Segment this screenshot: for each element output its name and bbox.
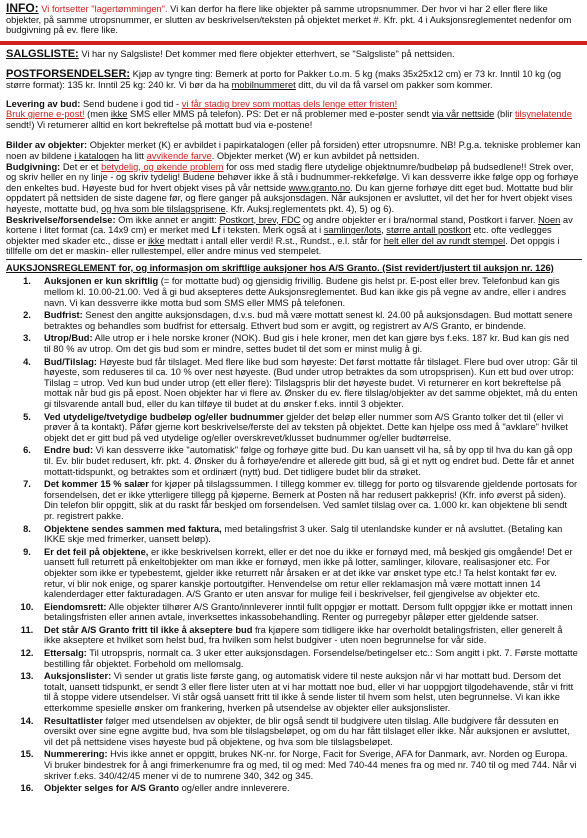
reglement-item-lead: Objektene sendes sammen med faktura,	[44, 523, 222, 534]
budgivning-text-c: . Du kan gjerne forhøye ditt eget bud. Mottatte bud blir oppdatert på nettsiden de siste dagene før, og flere ganger på auksjonsdagen. Når auksjonen er avsluttet, vil det her for hvert objekt vises høyeste, mottatte bud,	[6, 182, 573, 214]
budgivning-website-link[interactable]: www.granto.no	[288, 182, 351, 193]
reglement-item-number: 15.	[20, 749, 34, 760]
reglement-item-text	[44, 524, 582, 545]
budgivning-text-a: Det er et	[60, 161, 102, 172]
beskrivelse-paragraph	[6, 215, 582, 257]
reglement-item-number: 7.	[23, 479, 31, 490]
levering-heading: Levering av bud:	[6, 98, 81, 109]
reglement-item-lead: Ettersalg:	[44, 648, 87, 659]
budgivning-tilslagspriser: og hva som ble tilslagsprisene	[101, 203, 226, 214]
beskrivelse-u4: større antall postkort	[386, 225, 472, 236]
reglement-item-text	[44, 445, 582, 477]
info-text: Vi kan derfor ha flere like objekter på samme utropsnummer. Der hvor vi har 2 eller flere like objekter, på samme utropsnummer, er slutten av beskrivelsen/teksten på objektet merket #. Kfr. pkt. 4 i Auksjonsreglementet nedenfor om budgivning på ev. flere like.	[6, 4, 572, 36]
reglement-item-number: 5.	[23, 411, 31, 422]
reglement-list	[6, 276, 582, 793]
reglement-item-text	[44, 671, 582, 713]
reglement-item-number: 9.	[23, 546, 31, 557]
reglement-item-text	[44, 602, 582, 623]
reglement-item-text	[44, 333, 582, 354]
reglement-item-lead: Ved utydelige/tvetydige budbeløp og/eller budnummer	[44, 411, 284, 422]
reglement-item-lead: Endre bud:	[44, 445, 94, 456]
reglement-item-body: og/eller andre innleverere.	[179, 783, 290, 794]
reglement-item-body: Senest den angitte auksjonsdagen, d.v.s. bud må være mottatt senest kl. 24.00 på auksjonsdagen. Bud mottatt senere betraktes og behandles som budfrist for ettersalg. Ethvert bud som er avgitt, og registrert av A/S Granto, er bindende.	[44, 310, 573, 331]
reglement-item-number: 10.	[20, 601, 34, 612]
levering-text-a: Send budene i god tid -	[80, 98, 182, 109]
reglement-item-body: følger med utsendelsen av objekter, de blir også sendt til budgivere uten tilslag. Alle budgivere får dessuten en oversikt over sine egne avgitte bud, hva som ble tilslagsbeløpet, og om du har fått tilslaget eller ikke. Når auksjonen er avsluttet, vil det på nettsidene vises høyeste bud på objektene, og hva som ble tilslagsbeløpet.	[44, 715, 570, 747]
reglement-item-body: med betalingsfrist 3 uker. Salg til utenlandske kunder er nå avsluttet. (Betaling kan IKKE skje med frimerker, uansett beløp).	[44, 523, 563, 545]
reglement-item-lead: Bud/Tilslag:	[44, 356, 98, 367]
reglement-item-number: 11.	[20, 624, 34, 635]
beskrivelse-text-g: medtatt i antall eller verdi! R.st., Rundst., e.l. står for	[164, 235, 384, 246]
reglement-item-body: Høyeste bud får tilslaget. Med flere like bud som høyeste: Det først mottatte får tilslaget. Flere bud over utrop: Går til høyeste, som reduseres til ca. 10 % over nest høyeste. (Bud under utrop betraktes da som utropsprisen). Kun ett bud over utrop: Tilslag = utrop. Ved kun bud under utrop (ett eller flere): Tilslagspris blir det høyeste budet. Vi returnerer en kort bekreftelse på mottak når bud gis på epost. Noen objekter har vi flere av. Ønsker du ev. flere tilslag/objekter av det samme objektet, må du enten gi tilsvarende antall bud, eller du kan tilføye til budet at du ønsker f.eks. inntil 3 objekter.	[44, 356, 578, 409]
reglement-item-lead: Utrop/Bud:	[44, 333, 93, 344]
reglement-item	[6, 333, 582, 354]
reglement-item-number: 6.	[23, 445, 31, 456]
reglement-item	[6, 602, 582, 623]
reglement-item-text	[44, 412, 582, 444]
beskrivelse-u3: samlinger/lots	[323, 225, 382, 236]
reglement-subtitle: for, og informasjon om skriftlige auksjoner hos A/S Granto. (Sist revidert/justert til auksjon nr. 126)	[116, 262, 554, 273]
reglement-item	[6, 479, 582, 521]
salgsliste-text: Vi har ny Salgsliste! Det kommer med flere objekter etterhvert, se "Salgsliste" på nettsiden.	[78, 48, 455, 59]
reglement-item	[6, 276, 582, 308]
budgivning-paragraph	[6, 162, 582, 215]
postforsendelser-mobil-link: mobilnummeret	[231, 79, 296, 90]
budgivning-heading: Budgivning:	[6, 161, 61, 172]
reglement-item-lead: Det står A/S Granto fritt til ikke å akseptere bud	[44, 624, 253, 635]
reglement-item-text	[44, 479, 582, 521]
reglement-title	[6, 263, 582, 274]
reglement-item-body: (= for mottatte bud) og gjensidig frivillig. Budene gis helst pr. E-post eller brev. Telefonbud kan gis mellom kl. 10.00-21.00. Ved å gi bud aksepteres dette Auksjonsreglementet. Bud kan ikke gis på vegne av andre, eller i andres navn. Vi kan dessverre ikke motta bud som SMS eller MMS på telefonen.	[44, 276, 566, 308]
levering-paragraph	[6, 99, 582, 131]
reglement-item-body: Vi kan dessverre ikke "automatisk" følge og forhøye gitte bud. Du kan uansett vil ha, så by opp til hva du kan gå opp til. Ev. blir budet redusert, kfr. pkt. 4. Ønsker du å forhøye/endre et allerede gitt bud, så gi et nytt og endret bud. Dette får et annet mottatt-tidspunkt, og betraktes som et ordinært (nytt) bud. Det tidligere budet blir da strøket.	[44, 445, 575, 477]
levering-ikke: ikke	[110, 109, 128, 120]
beskrivelse-lf: Lf	[211, 225, 221, 236]
salgsliste-heading: SALGSLISTE:	[6, 47, 79, 60]
reglement-item-lead: Resultatlister	[44, 715, 103, 726]
beskrivelse-text-a: Om ikke annet er angitt:	[115, 214, 220, 225]
reglement-item	[6, 524, 582, 545]
reglement-item-text	[44, 716, 582, 748]
bilder-paragraph	[6, 140, 582, 161]
document-page	[6, 0, 582, 796]
reglement-item-body: Alle utrop er i hele norske kroner (NOK). Bud gis i hele kroner, men det kan gjøre bys f.eks. 187 kr. Bud kan gis ned til 80 % av utrop. Om det gis bud som er mindre, settes budet til det som er minst mulig å gi.	[44, 333, 569, 355]
reglement-item	[6, 749, 582, 781]
bilder-katalogen: i katalogen	[74, 150, 120, 161]
reglement-item-number: 16.	[20, 783, 34, 794]
reglement-item-body: Alle objekter tilhører A/S Granto/innleverer inntil fullt oppgjør er mottatt. Dersom fullt oppgjør ikke er mottatt innen betalingsfristen eller annen avtale, inverksettes inkassobehandling. Renter og purregebyr påløper etter gjeldende satser.	[44, 601, 573, 623]
beskrivelse-text-f: etc. ofte vedlegges objekter med skader etc., disse er	[6, 225, 552, 246]
beskrivelse-u1: Postkort, brev, FDC	[219, 214, 301, 225]
reglement-item-number: 3.	[23, 333, 31, 344]
reglement-item-text	[44, 625, 582, 646]
reglement-item-lead: Auksjonen er kun skriftlig	[44, 276, 159, 287]
reglement-title-main: AUKSJONSREGLEMENT	[6, 262, 117, 273]
reglement-item-lead: Nummerering:	[44, 749, 108, 760]
reglement-item-text	[44, 310, 582, 331]
reglement-item	[6, 445, 582, 477]
postforsendelser-text-b: ditt, du vil da få varsel om pakker som kommer.	[295, 79, 493, 90]
reglement-item-text	[44, 648, 582, 669]
info-heading: INFO:	[6, 1, 39, 15]
postforsendelser-heading: POSTFORSENDELSER:	[6, 68, 131, 81]
postforsendelser-text-a: Kjøp av tyngre ting: Bemerk at porto for Pakker t.o.m. 5 kg (maks 35x25x12 cm) er 73 kr. Inntil 10 kg (og større format): 135 kr. Inntil 25 kg: 240 kr. Vi bør da ha	[6, 69, 562, 90]
reglement-item-lead: Auksjonslister:	[44, 671, 112, 682]
beskrivelse-text-b: og andre objekter er i bra/normal stand, Postkort i farver.	[300, 214, 539, 225]
beskrivelse-u2: Noen	[538, 214, 561, 225]
reglement-item	[6, 357, 582, 410]
reglement-item	[6, 547, 582, 600]
reglement-item-body: Vi sender ut gratis liste første gang, og automatisk videre til neste auksjon når vi har mottatt bud. Dersom det totalt, uansett tidspunkt, er sendt 3 eller flere lister uten at vi har mottatt noe bud, eller vi har uoppgjort tilgodehavende, står vi fritt til å stoppe videre utsendelser. Vi står også uansett fritt til ikke å sende lister til hvem som helst, uten begrunnelse. Vi kan ikke etterkomme spesielle ønsker om frankering, hverken på utsendelse av objekter eller auksjonslister.	[44, 671, 574, 714]
reglement-item-number: 14.	[20, 715, 34, 726]
reglement-item-body: gjelder det beløp eller nummer som A/S Granto tolker det til (eller vi prøver å ta kontakt). Påfør gjerne kort beskrivelse/ferste del av teksten på objektet. Dette kan hjelpe oss med å "avklare" hvilket objekt det er gitt bud på ved utydelige og/eller overskrevet/klusset budnummer og/eller budtørrelse.	[44, 411, 568, 443]
reglement-item-lead: Eiendomsrett:	[44, 601, 107, 612]
budgivning-text-b: for oss med stadig flere utydelige objektnumre/budbeløp på budsedlene!! Strek over, og skriv heller en ny linje - og skriv tydelig! Budene behøver ikke å stå i budnummer-rekkefølge. Vi kan dessverre ikke følge opp og forhøye den enkeltes bud. Høyeste bud for hvert objekt vises på vår nettside	[6, 161, 579, 193]
reglement-item-text	[44, 276, 582, 308]
bilder-red-text: avvikende farve	[146, 150, 212, 161]
reglement-item-body: Hvis ikke annet er oppgitt, brukes NK-nr. for Norge, Facit for Sverige, AFA for Danmark, avr. Norden og Europa. Vi bruker bindestrek for å angi frimerkenumre fra og med, til og med: Med 740-44 menes fra og med nr. 740 til og med 744. Når vi skriver f.eks. 340/42/45 mener vi de to numrene 340, 342 og 345.	[44, 749, 577, 781]
reglement-item-number: 8.	[23, 523, 31, 534]
postforsendelser-paragraph	[6, 69, 582, 90]
reglement-item	[6, 671, 582, 713]
reglement-item-number: 2.	[23, 310, 31, 321]
bilder-text-b: ha litt	[119, 150, 147, 161]
bilder-text-a: Objekter merket (K) er avbildet i papirkatalogen (eller på forsiden) etter utropsnumre. NB! P.g.a. tekniske problemer kan noen av bildene	[6, 140, 581, 161]
reglement-item-body: fra kjøpere som tidligere ikke har overholdt betalingsfristen, eller generelt å ikke akseptere et hvilket som helst bud, fra hvilken som helst budgiver - uten noen begrunnelse for vår side.	[44, 624, 563, 646]
levering-nettside-link[interactable]: via vår nettside	[431, 109, 495, 120]
budgivning-text-d: . Kfr. Auksj.reglementets pkt. 4), 5) og 6).	[225, 203, 395, 214]
levering-text-e: sendt!) Vi returnerer alltid en kort bekreftelse på mottatt bud via e-postene!	[6, 119, 313, 130]
beskrivelse-u6: helt eller del av rundt stempel	[383, 235, 506, 246]
reglement-item-number: 13.	[20, 671, 34, 682]
reglement-item-text	[44, 783, 582, 794]
reglement-item-lead: Er det feil på objektene,	[44, 546, 149, 557]
reglement-item-text	[44, 357, 582, 410]
reglement-item	[6, 783, 582, 794]
levering-tilsynelatende: tilsynelatende	[515, 109, 572, 120]
beskrivelse-heading: Beskrivelse/forsendelse:	[6, 214, 116, 225]
reglement-item-number: 4.	[23, 356, 31, 367]
levering-epost-link[interactable]: Bruk gjerne e-post!	[6, 109, 85, 120]
reglement-item-body: er ikke beskrivelsen korrekt, eller er det noe du ikke er fornøyd med, må beskjed gis omgående! Det er uansett full returrett på enkeltobjekter om man ikke er fornøyd, men ikke på lotter, samlinger, kilovare, realisasjoner etc. For objekter som ikke er typebestemt, gjelder ikke returrett når årsaken er at det ikke var ønsket type etc.! Ta helst kontakt før ev. retur, vi blir nok enige, og sparer kanskje portoutgifter. Henvendelse om retur eller reklamasjon må være mottatt innen 14 kalenderdager etter fakturadagen. A/S Granto er uten ansvar for mulige feil i beskrivelser, feil gjengivelse av objekter etc.	[44, 546, 573, 600]
reglement-item-number: 1.	[23, 276, 31, 287]
reglement-item	[6, 412, 582, 444]
reglement-item-lead: Det kommer 15 % salær	[44, 479, 149, 490]
reglement-item-lead: Objekter selges for A/S Granto	[44, 783, 180, 794]
beskrivelse-text-c: av kortene i litet format (ca. 14x9 cm) er merket med	[6, 214, 573, 236]
reglement-item-text	[44, 547, 582, 600]
levering-red-text: vi får stadig brev som mottas dels lenge etter fristen!	[181, 98, 398, 109]
info-paragraph	[6, 3, 582, 36]
reglement-item	[6, 648, 582, 669]
reglement-item-body: Til utropspris, normalt ca. 3 uker etter auksjonsdagen. Forsendelse/betingelser etc.: Som angitt i pkt. 7. Første mottatte bestilling får objektet. Forbehold om mellomsalg.	[44, 648, 578, 669]
reglement-item	[6, 716, 582, 748]
beskrivelse-text-h: . Det oppgis i tillfelle om det er maskin- eller rullestempel, eller andre minus ved stempelet.	[6, 235, 560, 257]
info-red-text: Vi fortsetter "lagertømmingen".	[41, 4, 168, 14]
beskrivelse-text-e: ,	[381, 225, 387, 236]
reglement-item-number: 12.	[20, 648, 34, 659]
levering-text-c: SMS eller MMS på telefon). PS: Det er nå problemer med e-poster sendt	[127, 109, 432, 120]
levering-text-b: (men	[84, 109, 111, 120]
reglement-item	[6, 310, 582, 331]
bilder-heading: Bilder av objekter:	[6, 140, 88, 151]
beskrivelse-u5: ikke	[148, 235, 165, 246]
beskrivelse-text-d: i teksten. Merk også at i	[220, 225, 324, 236]
reglement-item-lead: Budfrist:	[44, 310, 83, 321]
reglement-item-body: for kjøper på tilslagssummen. I tillegg kommer ev. tillegg for porto og tilsvarende gjeldende portosats for forsendelsen, det er ikke ytterligere tillegg på kjøperne. Bemerk at Posten nå har redusert pakkepris! (Kfr. info øverst på siden). Din telefon blir oppgitt, slik at du raskt får beskjed om forsendelsen. Ved samlet tilslag over ca. 1.000 kr. kan objektene bli sendt pr. registrert pakke.	[44, 479, 578, 521]
levering-text-d: (blir	[494, 109, 516, 120]
reglement-item	[6, 625, 582, 646]
budgivning-red-text: betydelig, og økende problem	[101, 161, 224, 172]
salgsliste-paragraph	[6, 49, 582, 60]
bilder-text-c: . Objekter merket (W) er kun avbildet på nettsiden.	[211, 150, 420, 161]
section-divider	[6, 259, 582, 260]
reglement-item-text	[44, 749, 582, 781]
